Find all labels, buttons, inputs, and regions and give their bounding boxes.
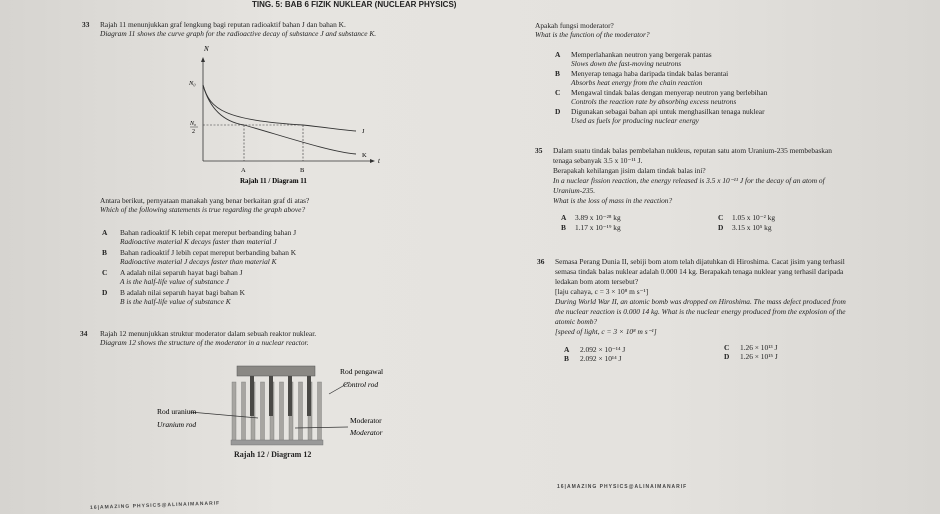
option-letter: D bbox=[718, 223, 724, 232]
option-letter: C bbox=[718, 213, 724, 222]
half-n0-numerator: N₀ bbox=[190, 121, 197, 127]
stem-ms: Apakah fungsi moderator? bbox=[535, 21, 614, 30]
option-letter: A bbox=[564, 345, 570, 354]
option-text-ms: Digunakan sebagai bahan api untuk menghasilkan tenaga nuklear bbox=[571, 107, 765, 116]
option-text-ms: A adalah nilai separuh hayat bagi bahan J bbox=[120, 268, 243, 277]
option-text-en: Radioactive material K decays faster than material J bbox=[120, 237, 277, 246]
y-arrow-icon bbox=[201, 57, 205, 62]
question-text-ms: Rajah 11 menunjukkan graf lengkung bagi reputan radioaktif bahan J dan bahan K. bbox=[100, 20, 346, 29]
y-axis-label: N bbox=[204, 45, 209, 53]
option-letter: C bbox=[102, 268, 108, 277]
question-text-en: Diagram 12 shows the structure of the moderator in a nuclear reactor. bbox=[100, 338, 309, 347]
control-rod bbox=[307, 376, 311, 416]
option-letter: B bbox=[555, 69, 560, 78]
option-letter: C bbox=[724, 343, 730, 352]
stem-en: What is the function of the moderator? bbox=[535, 30, 650, 39]
question-text-en: During World War II, an atomic bomb was dropped on Hiroshima. The mass defect produced from bbox=[555, 297, 846, 306]
question-text-en: [speed of light, c = 3 × 10⁸ m s⁻¹] bbox=[555, 327, 657, 336]
question-text-ms: ledakan bom atom tersebut? bbox=[555, 277, 639, 286]
moderator-label-en: Moderator bbox=[350, 428, 383, 437]
option-text-en: B is the half-life value of substance K bbox=[120, 297, 231, 306]
question-text-ms: Berapakah kehilangan jisim dalam tindak balas ini? bbox=[553, 166, 706, 175]
option-letter: B bbox=[102, 248, 107, 257]
moderator-diagram bbox=[150, 362, 410, 460]
question-text-en: atomic bomb? bbox=[555, 317, 598, 326]
stem-en: Which of the following statements is true regarding the graph above? bbox=[100, 205, 306, 214]
curve-k bbox=[203, 85, 356, 154]
option-letter: C bbox=[555, 88, 561, 97]
question-number: 36 bbox=[537, 257, 545, 266]
question-text-ms: Rajah 12 menunjukkan struktur moderator dalam sebuah reaktor nuklear. bbox=[100, 329, 317, 338]
option-letter: D bbox=[724, 352, 730, 361]
option-letter: D bbox=[555, 107, 561, 116]
page-header: TING. 5: BAB 6 FIZIK NUKLEAR (NUCLEAR PHYSICS) bbox=[252, 0, 457, 9]
option-value: 3.15 x 10⁵ kg bbox=[732, 223, 772, 232]
control-rod-bar bbox=[237, 366, 315, 376]
option-value: 1.26 × 10¹⁵ J bbox=[740, 352, 778, 361]
footer-page-number: 16|AMAZING PHYSICS@ALINAIMANARIF bbox=[557, 484, 688, 490]
option-text-en: Absorbs heat energy from the chain reaction bbox=[571, 78, 703, 87]
moderator-plate bbox=[280, 382, 284, 442]
moderator-plate bbox=[261, 382, 265, 442]
moderator-plate bbox=[242, 382, 246, 442]
option-value: 2.092 × 10¹⁴ J bbox=[580, 354, 622, 363]
option-text-ms: Bahan radioaktif K lebih cepat mereput berbanding bahan J bbox=[120, 228, 297, 237]
question-text-ms: tenaga sebanyak 3.5 x 10⁻¹¹ J. bbox=[553, 156, 643, 165]
control-rod-label-en: Control rod bbox=[343, 380, 379, 389]
diagram-caption: Rajah 11 / Diagram 11 bbox=[240, 177, 307, 185]
diagram-caption: Rajah 12 / Diagram 12 bbox=[234, 450, 312, 459]
question-text-en: Diagram 11 shows the curve graph for the radioactive decay of substance J and substance K. bbox=[100, 29, 377, 38]
question-text-ms: Semasa Perang Dunia II, sebiji bom atom telah dijatuhkan di Hiroshima. Cacat jisim yang terhasil bbox=[555, 257, 845, 266]
curve-j bbox=[203, 85, 356, 131]
option-text-en: Controls the reaction rate by absorbing excess neutrons bbox=[571, 97, 737, 106]
option-text-ms: Menyerap tenaga haba daripada tindak balas berantai bbox=[571, 69, 729, 78]
question-text-en: What is the loss of mass in the reaction? bbox=[553, 196, 673, 205]
stem-ms: Antara berikut, pernyataan manakah yang benar berkaitan graf di atas? bbox=[100, 196, 310, 205]
moderator-plate bbox=[318, 382, 322, 442]
option-letter: B bbox=[564, 354, 569, 363]
option-letter: A bbox=[555, 50, 561, 59]
option-letter: D bbox=[102, 288, 108, 297]
question-text-en: Uranium-235. bbox=[553, 186, 596, 195]
question-text-en: the nuclear reaction is 0.000 14 kg. What is the nuclear energy produced from the explosion of the bbox=[555, 307, 846, 316]
option-letter: A bbox=[561, 213, 567, 222]
option-value: 1.26 × 10¹³ J bbox=[740, 343, 778, 352]
moderator-label-ms: Moderator bbox=[350, 416, 382, 425]
moderator-plate bbox=[232, 382, 236, 442]
moderator-plate bbox=[299, 382, 303, 442]
question-text-ms: [laju cahaya, c = 3 × 10⁸ m s⁻¹] bbox=[555, 287, 649, 296]
question-number: 33 bbox=[82, 20, 90, 29]
option-text-en: Slows down the fast-moving neutrons bbox=[571, 59, 682, 68]
decay-graph bbox=[180, 40, 380, 185]
uranium-rod-label-ms: Rod uranium bbox=[157, 407, 197, 416]
question-number: 34 bbox=[80, 329, 88, 338]
mark-a: A bbox=[241, 167, 246, 174]
x-arrow-icon bbox=[370, 159, 375, 163]
n0-label: N₀ bbox=[189, 80, 196, 87]
question-text-en: In a nuclear fission reaction, the energy released is 3.5 x 10⁻¹¹ J for the decay of an atom of bbox=[553, 176, 825, 185]
question-number: 35 bbox=[535, 146, 543, 155]
option-text-en: Radioactive material J decays faster than material K bbox=[120, 257, 277, 266]
half-n0-denominator: 2 bbox=[192, 129, 195, 135]
option-value: 1.17 x 10⁻¹⁹ kg bbox=[575, 223, 621, 232]
curve-j-label: J bbox=[362, 128, 365, 135]
x-axis-label: t bbox=[378, 157, 380, 165]
option-text-ms: B adalah nilai separuh hayat bagi bahan K bbox=[120, 288, 245, 297]
option-letter: A bbox=[102, 228, 108, 237]
option-text-ms: Memperlahankan neutron yang bergerak pantas bbox=[571, 50, 712, 59]
option-value: 3.89 x 10⁻²⁸ kg bbox=[575, 213, 621, 222]
option-value: 1.05 x 10⁻² kg bbox=[732, 213, 776, 222]
curve-k-label: K bbox=[362, 152, 367, 159]
option-value: 2.092 × 10⁻¹⁴ J bbox=[580, 345, 626, 354]
control-rod bbox=[250, 376, 254, 416]
uranium-rod-label-en: Uranium rod bbox=[157, 420, 197, 429]
control-rod bbox=[288, 376, 292, 416]
control-rod-label-ms: Rod pengawal bbox=[340, 367, 384, 376]
footer-left: 16|AMAZING PHYSICS@ALINAIMANARIF bbox=[89, 500, 221, 511]
option-text-ms: Bahan radioaktif J lebih cepat mereput berbanding bahan K bbox=[120, 248, 297, 257]
option-letter: B bbox=[561, 223, 566, 232]
question-text-ms: Dalam suatu tindak balas pembelahan nukleus, reputan satu atom Uranium-235 membebaskan bbox=[553, 146, 832, 155]
option-text-en: A is the half-life value of substance J bbox=[120, 277, 229, 286]
control-rod bbox=[269, 376, 273, 416]
option-text-ms: Mengawal tindak balas dengan menyerap neutron yang berlebihan bbox=[571, 88, 768, 97]
mark-b: B bbox=[300, 167, 305, 174]
option-text-en: Used as fuels for producing nuclear energy bbox=[571, 116, 699, 125]
question-text-ms: semasa tindak balas nuklear adalah 0.000 14 kg. Berapakah tenaga nuklear yang terhasil daripada bbox=[555, 267, 844, 276]
